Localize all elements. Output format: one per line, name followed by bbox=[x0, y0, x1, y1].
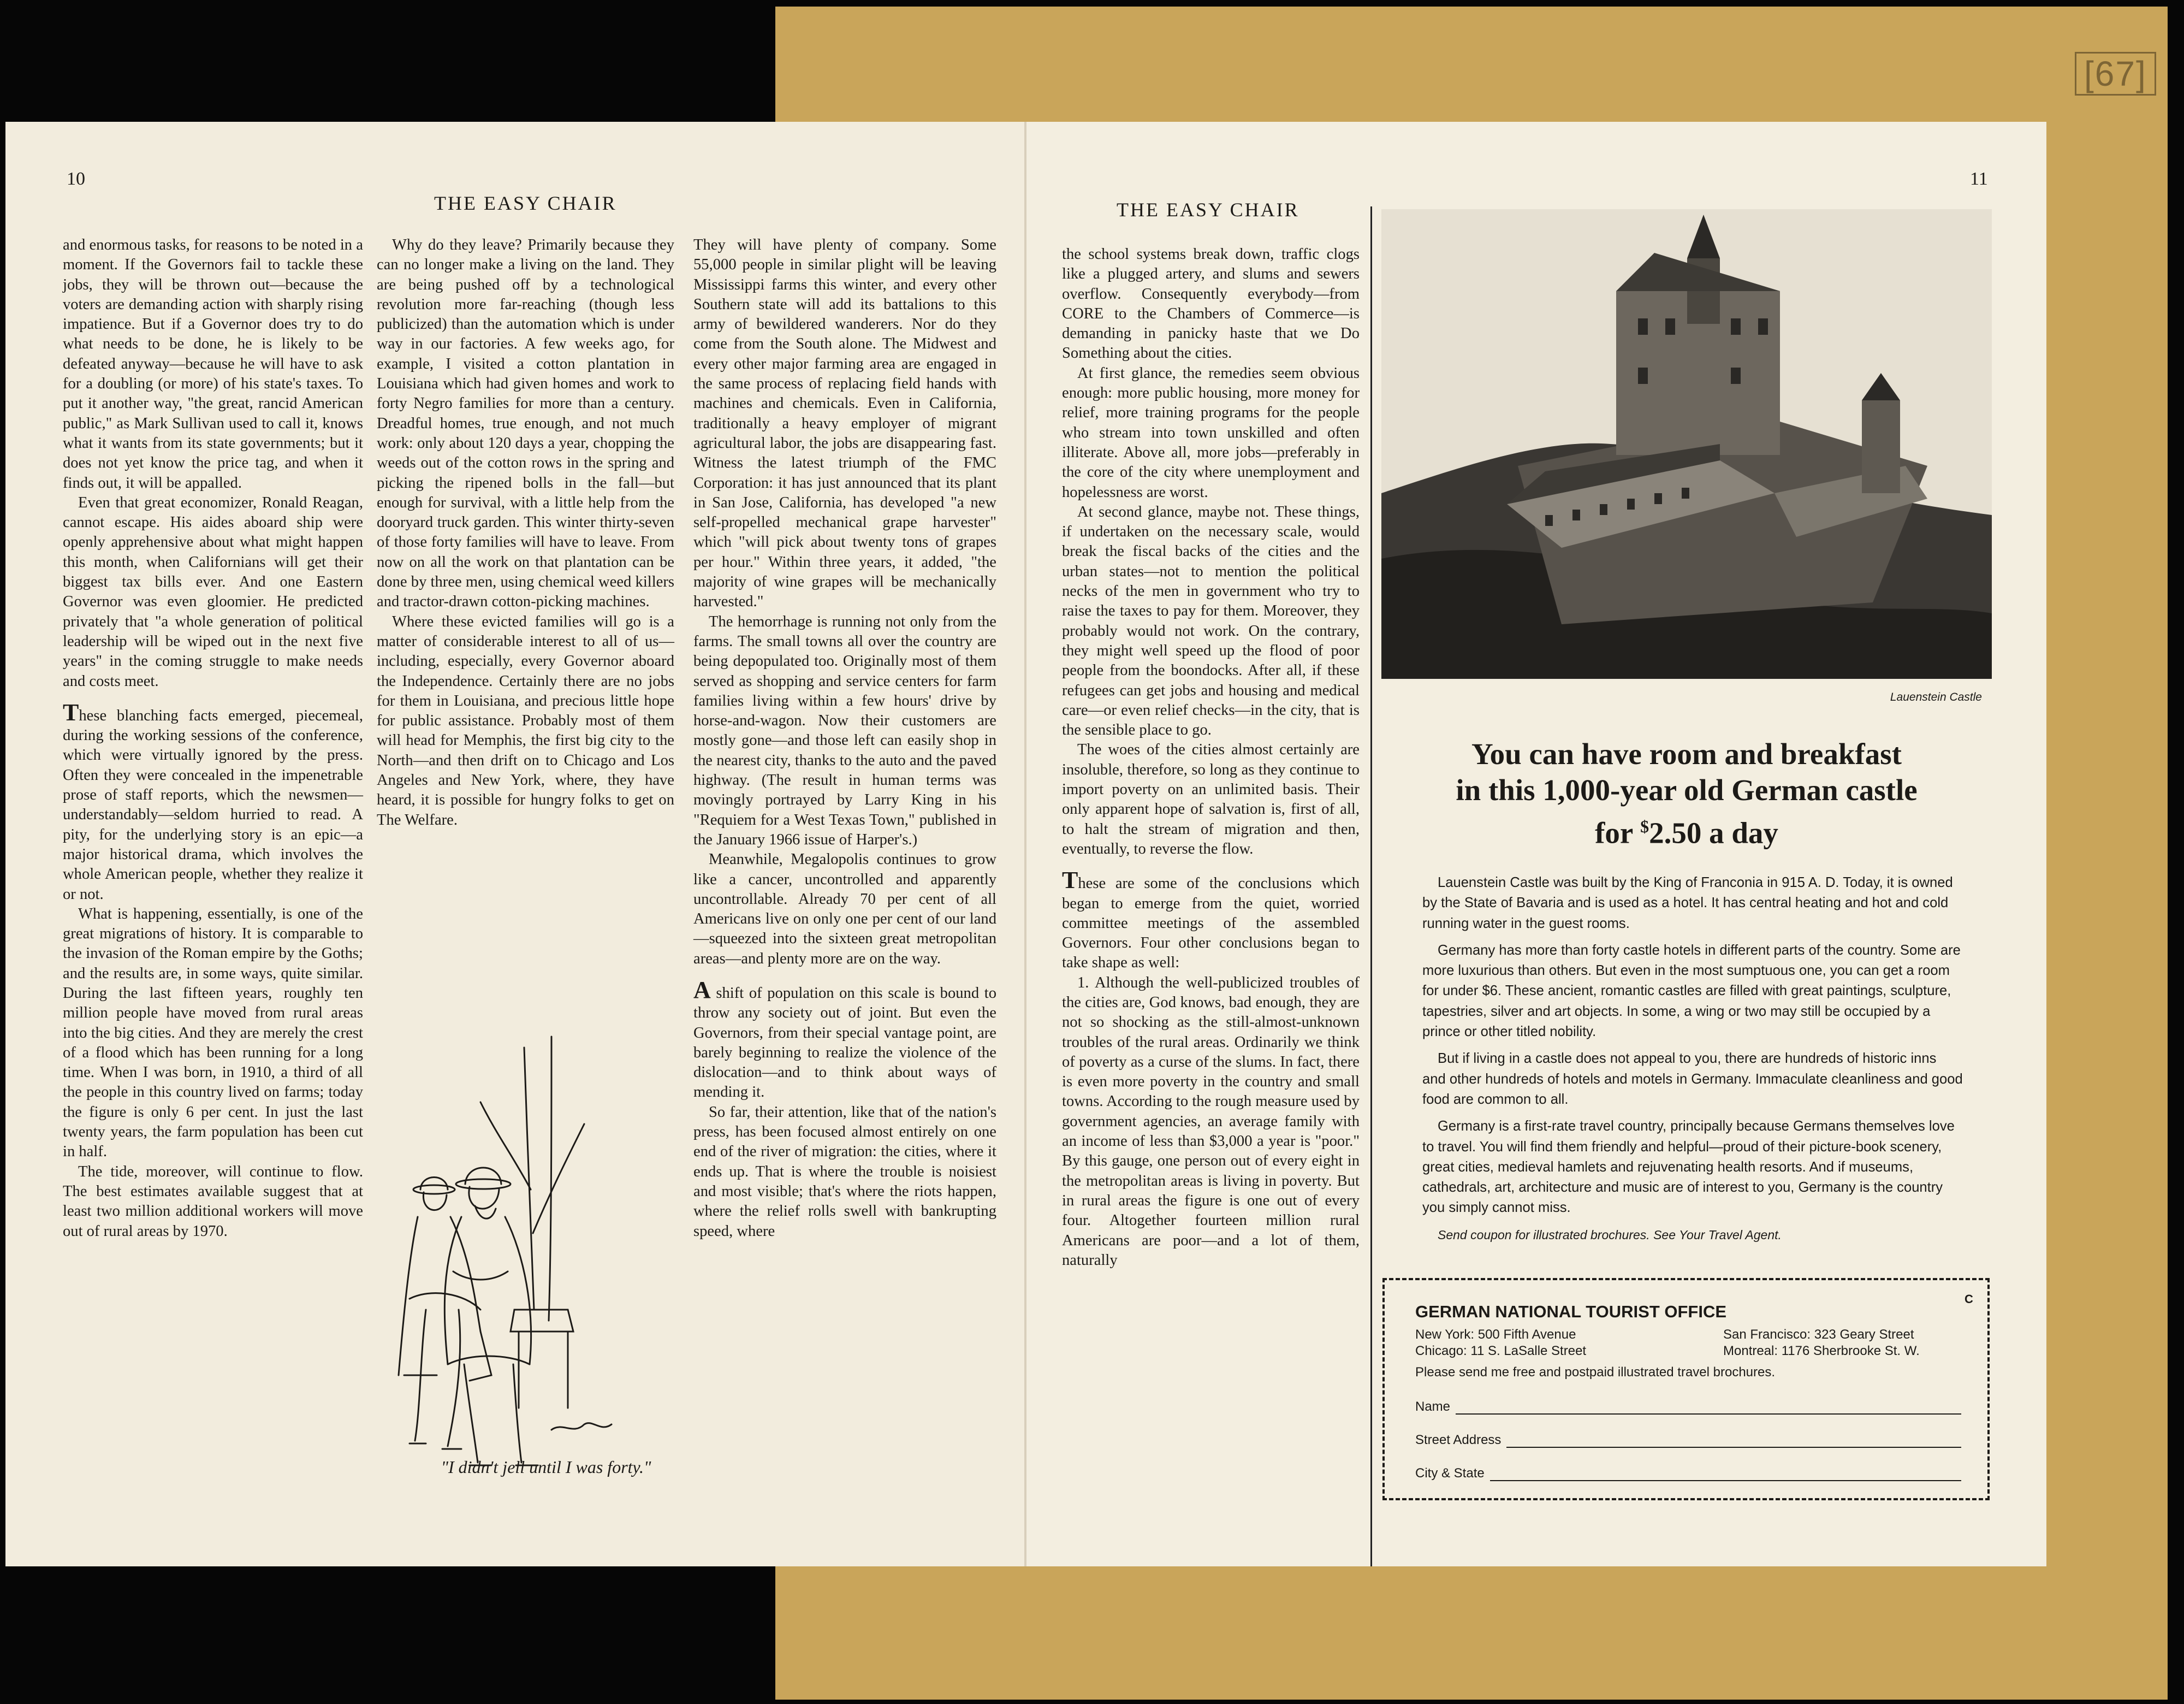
ad-paragraph: Lauenstein Castle was built by the King of Franconia in 915 A. D. Today, it is owned by the State of Bavaria and is used as a hotel. It has central heating and hot and cold running water in the guest rooms. bbox=[1422, 875, 1953, 931]
paragraph: What is happening, essentially, is one of the great migrations of history. It is comparable to the invasion of the Roman empire by the Goths; and the results are, in some ways, quite similar. During the last fifteen years, roughly ten million people have moved from rural areas into the big cities. And they are merely the crest of a flood which has been running for a long time. When I was born, in 1910, a third of all the people in this country lived on farms; today the figure is only 6 per cent. In just the last twenty years, the farm population has been cut in half. bbox=[63, 905, 363, 1161]
paragraph: the school systems break down, traffic clogs like a plugged artery, and slums and sewers overflow. Consequently everybody—from CORE to the Chambers of Commerce—is demanding in panicky haste that we Do Something about the cities. bbox=[1062, 246, 1360, 362]
right-page bbox=[1026, 122, 2046, 1566]
paragraph: The hemorrhage is running not only from the farms. The small towns all over the country are being depopulated too. Originally most of them served as shopping and service centers for farm families living within a few hours' drive by horse-and-wagon. Now their customers are mostly gone—and those left can easily shop in the nearest city, thanks to the auto and the paved highway. (The result in human terms was movingly portrayed by Larry King in his "Requiem for a West Texas Town," published in the January 1966 issue of Harper's.) bbox=[693, 613, 996, 848]
column-rule bbox=[1370, 206, 1372, 1566]
ad-note: Send coupon for illustrated brochures. See Your Travel Agent. bbox=[1438, 1227, 1782, 1242]
name-field[interactable] bbox=[1415, 1399, 1961, 1415]
dollar-sign: $ bbox=[1640, 816, 1649, 836]
ad-headline bbox=[1381, 736, 1992, 851]
page-number-right: 11 bbox=[1970, 169, 1988, 189]
office-san-francisco: San Francisco: 323 Geary Street bbox=[1723, 1327, 1914, 1342]
article-column-4 bbox=[1062, 245, 1360, 1270]
photo-caption: Lauenstein Castle bbox=[1890, 691, 1982, 703]
article-column-2 bbox=[377, 235, 674, 830]
left-page bbox=[5, 122, 1032, 1566]
coupon-code: C bbox=[1965, 1292, 1973, 1306]
archive-number-mark: [67] bbox=[2075, 52, 2156, 96]
paragraph: The tide, moreover, will continue to flow. The best estimates available suggest that at least two million additional workers will move out of rural areas by 1970. bbox=[63, 1163, 363, 1240]
ad-headline-text: 2.50 a day bbox=[1649, 816, 1778, 850]
ad-headline-line bbox=[1381, 808, 1992, 851]
paragraph-text: hese blanching facts emerged, piecemeal, during the working sessions of the conference, which were virtually ignored by the press. Often they were concealed in the impenetrable prose of staff reports, which the newsmen—understandably—seldom hurried to read. A pity, for the underlying story is an epic—a major historical drama, which involves the whole American people, whether they realize it or not. bbox=[63, 707, 363, 903]
paragraph-text: shift of population on this scale is bound to throw any society out of joint. But even the Governors, from their special vantage point, are barely beginning to realize the violence of the dislocation—and to think about ways of mending it. bbox=[693, 984, 996, 1101]
cardboard-backing-strip bbox=[1026, 1562, 2118, 1699]
office-list-right bbox=[1723, 1327, 1920, 1359]
paragraph: Meanwhile, Megalopolis continues to grow like a cancer, uncontrolled and apparently uncontrollable. Already 70 per cent of all Americans live on only one per cent of our land—squeezed into the sixteen great metropolitan areas—and plenty more are on the way. bbox=[693, 851, 996, 967]
paragraph: 1. Although the well-publicized troubles of the cities are, God knows, bad enough, they are not so shocking as the still-almost-unknown troubles of the rural areas. Ordinarily we think of poverty as a curse of the slums. In fact, there is even more poverty in the country and small towns. According to the rough measure used by government agencies, an average family with an income of less than $3,000 a year is "poor." By this gauge, one person out of every eight in the metropolitan areas is living in poverty. But in rural areas the figure is one out of every four. Altogether fourteen million rural Americans are poor—and a lot of them, naturally bbox=[1062, 974, 1360, 1269]
article-column-3 bbox=[693, 235, 996, 1241]
drop-cap: T bbox=[63, 699, 79, 726]
office-list-left bbox=[1415, 1327, 1586, 1359]
drop-cap: T bbox=[1062, 867, 1078, 894]
castle-photo bbox=[1381, 209, 1992, 679]
paragraph bbox=[693, 976, 996, 1103]
running-head-left: THE EASY CHAIR bbox=[434, 192, 617, 214]
paragraph bbox=[1062, 867, 1360, 973]
street-address-field[interactable] bbox=[1415, 1433, 1961, 1448]
paragraph: At second glance, maybe not. These things, if undertaken on the necessary scale, would break the fiscal backs of the cities and the urban states—not to mention the political necks of the men in government who try to raise the taxes to pay for them. Moreover, they probably would not work. On the contrary, they might well speed up the flood of poor people from the boondocks. After all, if these refugees can get jobs and housing and medical care—or even relief checks—in the city, that is the sensible place to go. bbox=[1062, 503, 1360, 739]
ad-paragraph: But if living in a castle does not appeal to you, there are hundreds of historic inns and other hundreds of hotels and motels in Germany. Immaculate cleanliness and good food are common to all. bbox=[1422, 1051, 1963, 1107]
city-state-line[interactable] bbox=[1490, 1468, 1961, 1481]
paragraph: At first glance, the remedies seem obvious enough: more public housing, more money for relief, more training programs for the people who stream into town unskilled and often illiterate. Above all, more jobs—preferably in the core of the city where unemployment and hopelessness are worst. bbox=[1062, 364, 1360, 501]
running-head-right: THE EASY CHAIR bbox=[1117, 199, 1299, 221]
mail-coupon bbox=[1382, 1278, 1990, 1500]
article-column-1 bbox=[63, 235, 363, 1241]
street-address-line[interactable] bbox=[1506, 1435, 1961, 1448]
ad-paragraph: Germany is a first-rate travel country, principally because Germans themselves love to travel. You will find them friendly and helpful—proud of their picture-book scenery, great cities, medieval hamlets and rejuvenating health resorts. And if museums, cathedrals, art, architecture and music are of interest to you, Germany is the country you simply cannot miss. bbox=[1422, 1119, 1955, 1216]
city-state-field[interactable] bbox=[1415, 1466, 1961, 1481]
paragraph: They will have plenty of company. Some 55,000 people in similar plight will be leaving Mississippi farms this winter, and every other Southern state will add its battalions to this army of bewildered wanderers. Nor do they come from the South alone. The Midwest and every other major farming area are engaged in the same process of replacing field hands with machines and chemicals. Even in California, traditionally a heavy employer of migrant agricultural labor, the jobs are disappearing fast. Witness the latest triumph of the FMC Corporation: it has just announced that its plant in San Jose, California, has developed "a new self-propelled mechanical grape harvester" which "will pick about twenty tons of grapes per hour." Within three years, it added, "the majority of wine grapes will be mechanically harvested." bbox=[693, 236, 996, 611]
name-line[interactable] bbox=[1456, 1401, 1961, 1415]
coupon-request: Please send me free and postpaid illustrated travel brochures. bbox=[1415, 1365, 1776, 1380]
street-address-label: Street Address bbox=[1415, 1433, 1502, 1447]
paragraph: Even that great economizer, Ronald Reagan, cannot escape. His aides aboard ship were openly apprehensive about what might happen this month, when Californians will get their biggest tax bills ever. And one Eastern Governor was even gloomier. He predicted privately that "a whole generation of political leadership will be wiped out in the next five years" in the coming struggle to make needs and costs meet. bbox=[63, 494, 363, 690]
paragraph: and enormous tasks, for reasons to be noted in a moment. If the Governors fail to tackle these jobs, they will be thrown out—because the voters are demanding action with sharply rising impatience. But if a Governor does try to do what needs to be done, he is likely to be defeated anyway—because he will have to ask for a doubling (or more) of his state's taxes. To put it another way, "the great, rancid American public," as Mark Sullivan used to call it, knows what it wants from its state governments; but it does not yet know the price tag, and when it finds out, it will be appalled. bbox=[63, 236, 363, 492]
name-label: Name bbox=[1415, 1399, 1451, 1414]
paragraph: The woes of the cities almost certainly are insoluble, therefore, so long as they continue to import poverty on an unlimited basis. Their only apparent hope of salvation is, first of all, to halt the stream of migration and then, eventually, to reverse the flow. bbox=[1062, 741, 1360, 857]
page-number-left: 10 bbox=[67, 169, 85, 189]
paragraph: Why do they leave? Primarily because they can no longer make a living on the land. They are being pushed off by a technological revolution more far-reaching (though less publicized) than the automation which is under way in our factories. A few weeks ago, for example, I visited a cotton plantation in Louisiana which had given homes and work to forty Negro families for more than a century. Dreadful homes, true enough, and not much work: only about 120 days a year, chopping the weeds out of the cotton rows in the spring and picking the ripened bolls in the fall—but enough for survival, with a little help from the dooryard truck garden. This winter thirty-seven of those forty families will have to leave. From now on all the work on that plantation can be done by three men, using chemical weed killers and tractor-drawn cotton-picking machines. bbox=[377, 236, 674, 611]
office-montreal: Montreal: 1176 Sherbrooke St. W. bbox=[1723, 1344, 1920, 1358]
drop-cap: A bbox=[693, 976, 711, 1003]
paragraph-text: hese are some of the conclusions which began to emerge from the quiet, worried committee meetings of the assembled Governors. Four other conclusions began to take shape as well: bbox=[1062, 875, 1360, 972]
paragraph: Where these evicted families will go is a matter of considerable interest to all of us—including, especially, every Governor aboard the Independence. Certainly there are no jobs for them in Louisiana, and precious little hope for public assistance. Probably most of them will head for Memphis, the first big city to the North—and then drift on to Chicago and Los Angeles and New York, where, they have heard, it is possible for hungry folks to get on The Welfare. bbox=[377, 613, 674, 829]
cartoon-illustration bbox=[388, 1026, 693, 1506]
ad-headline-line: You can have room and breakfast bbox=[1471, 737, 1902, 771]
ad-headline-text: for bbox=[1595, 816, 1641, 850]
coupon-title: GERMAN NATIONAL TOURIST OFFICE bbox=[1415, 1302, 1727, 1321]
office-chicago: Chicago: 11 S. LaSalle Street bbox=[1415, 1344, 1587, 1358]
ad-paragraph: Germany has more than forty castle hotels in different parts of the country. Some are more luxurious than others. But even in the most sumptuous one, you can get a room for under $6. These ancient, romantic castles are filled with great paintings, sculpture, tapestries, silver and art objects. In some, a wing or two may still be occupied by a prince or other titled nobility. bbox=[1422, 942, 1961, 1040]
cartoon-caption: "I didn't jell until I was forty." bbox=[441, 1457, 651, 1477]
paragraph: So far, their attention, like that of the nation's press, has been focused almost entirely on one end of the river of migration: the cities, where it ends up. That is where the trouble is noisiest and most visible; that's where the riots happen, where the relief rolls swell with bankrupting speed, where bbox=[693, 1103, 996, 1240]
ad-body bbox=[1422, 873, 1963, 1252]
office-new-york: New York: 500 Fifth Avenue bbox=[1415, 1327, 1576, 1342]
paragraph bbox=[63, 699, 363, 904]
city-state-label: City & State bbox=[1415, 1466, 1485, 1481]
ad-headline-line: in this 1,000-year old German castle bbox=[1456, 773, 1918, 807]
